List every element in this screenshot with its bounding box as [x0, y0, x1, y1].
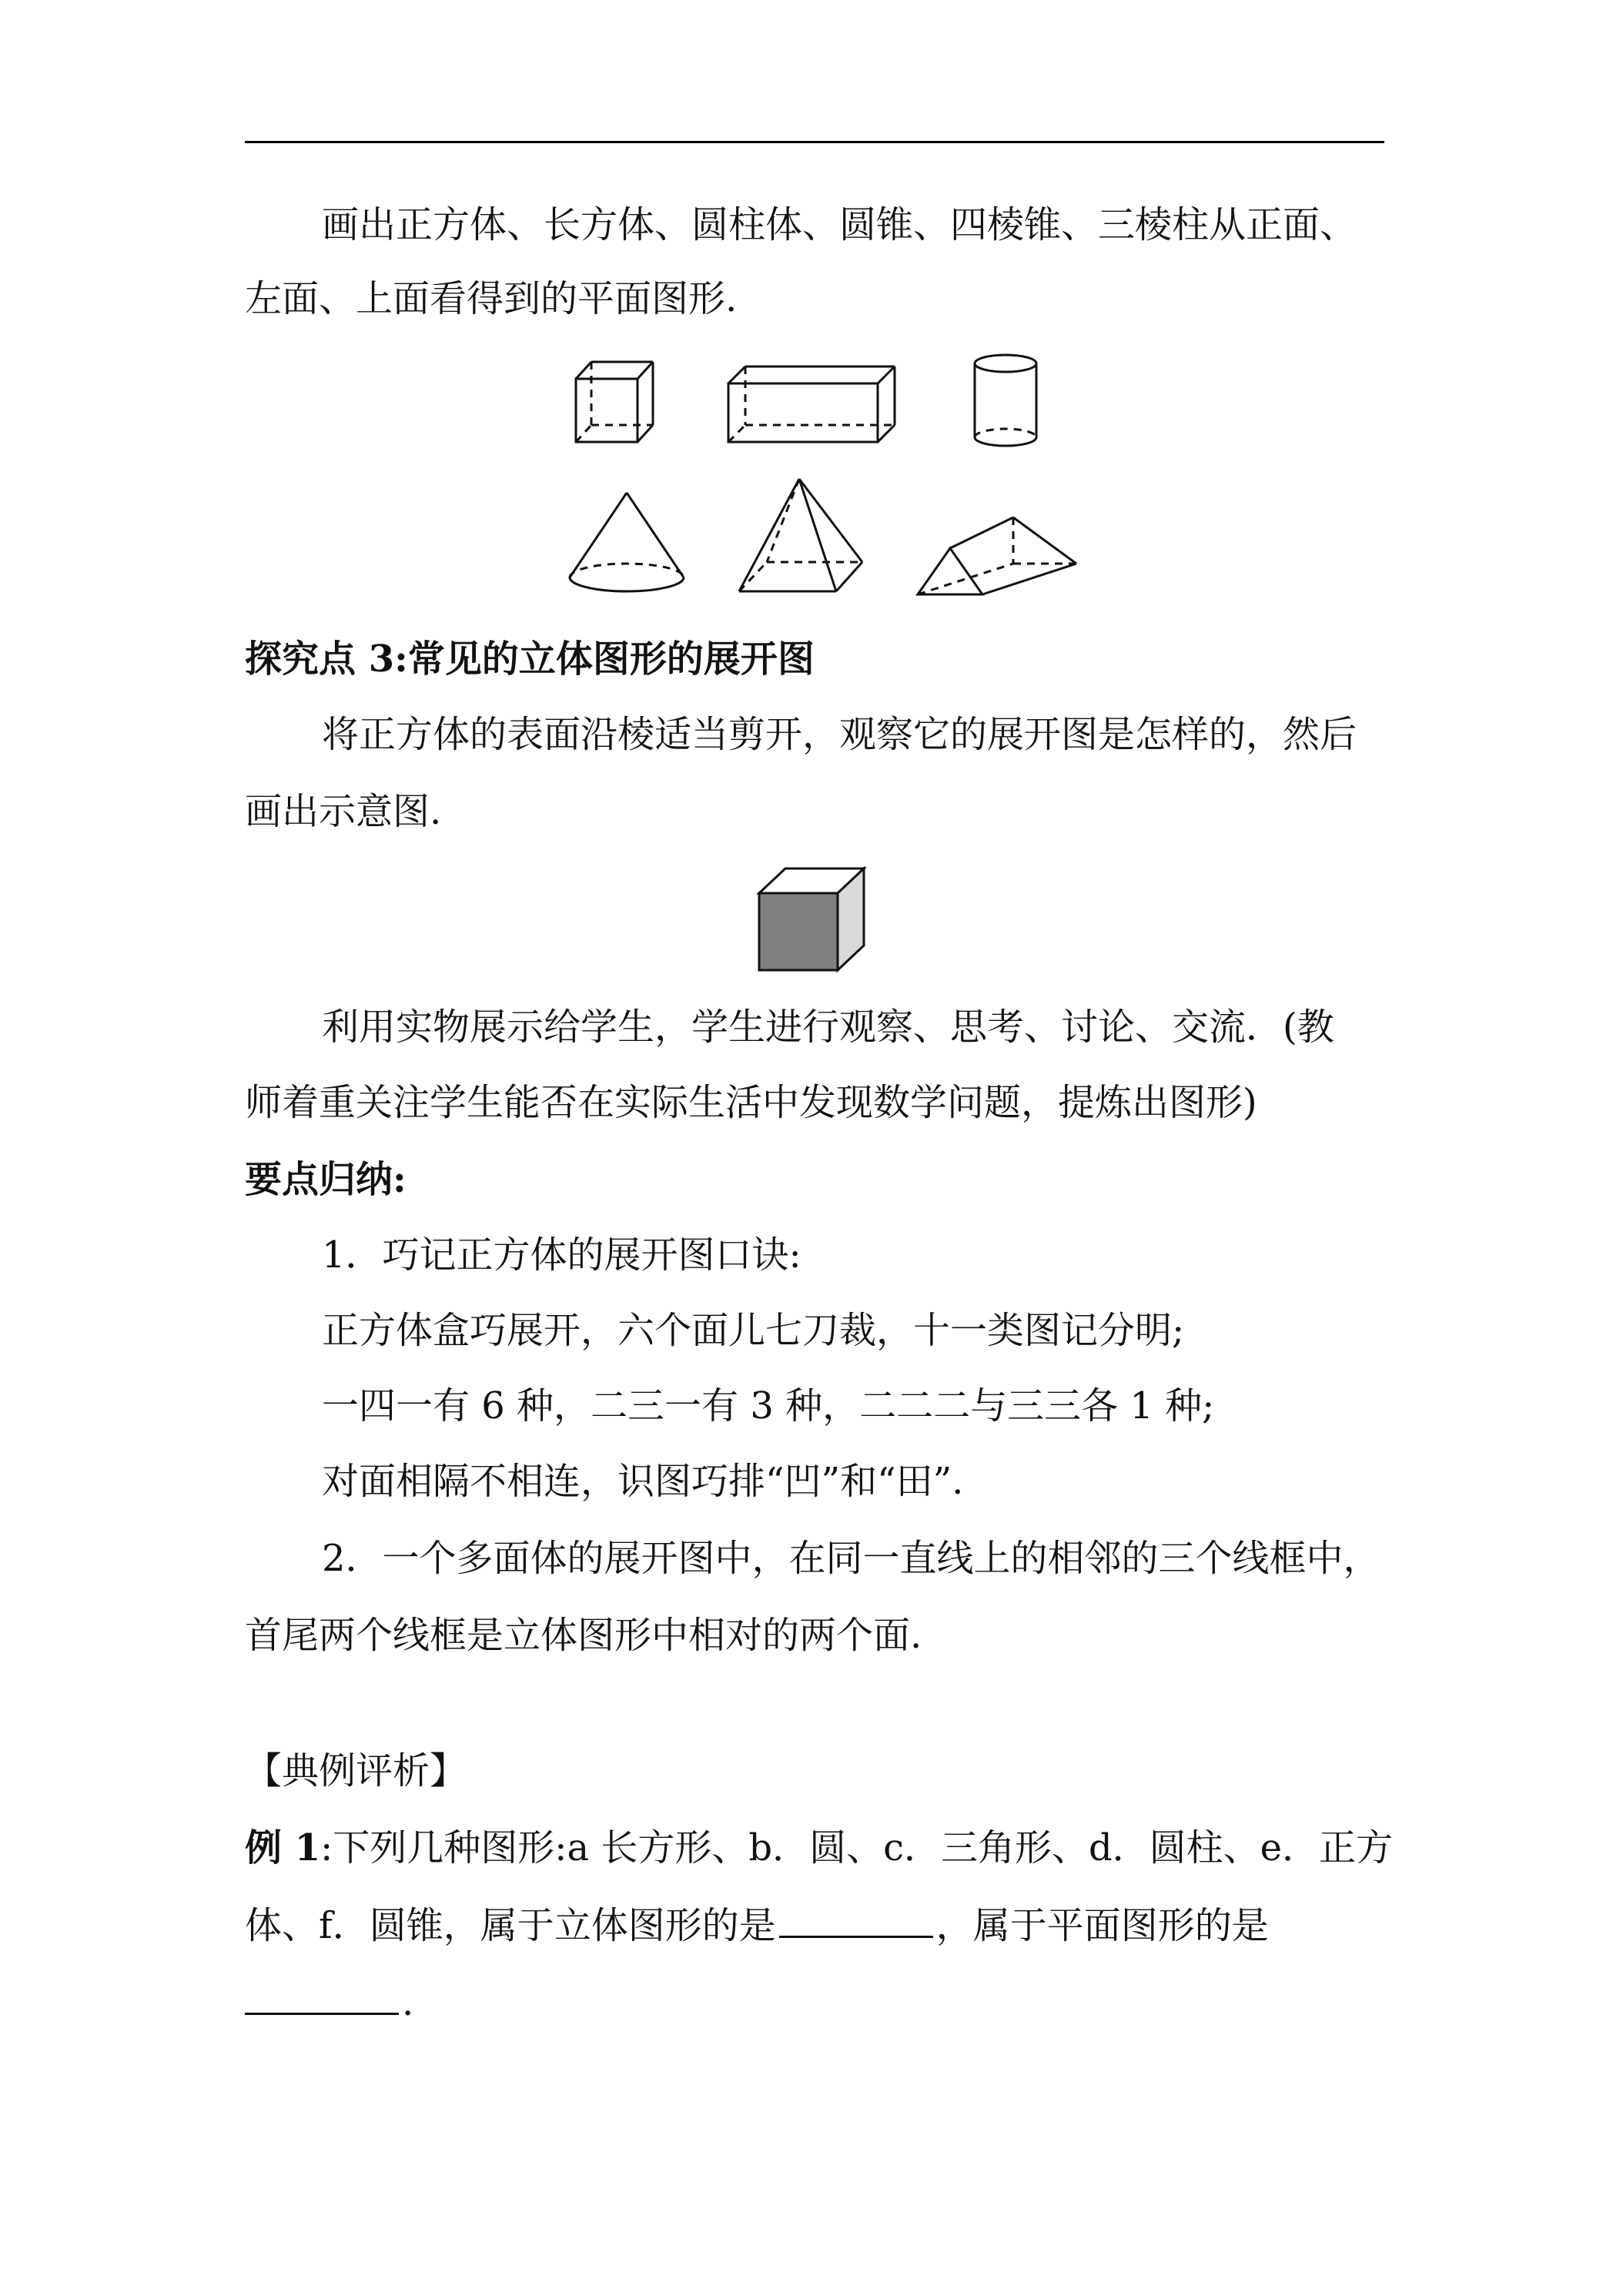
examples-heading: 【典例评析】 — [245, 1749, 467, 1792]
section-3-heading: 探究点 3:常见的立体图形的展开图 — [245, 638, 815, 681]
summary-verse-1: 正方体盒巧展开，六个面儿七刀裁，十一类图记分明; — [322, 1309, 1185, 1352]
intro-line-1: 画出正方体、长方体、圆柱体、圆锥、四棱锥、三棱柱从正面、 — [322, 203, 1357, 246]
section-3-para-line-1: 将正方体的表面沿棱适当剪开，观察它的展开图是怎样的，然后 — [322, 713, 1357, 756]
example-1-end: . — [402, 1981, 414, 2024]
example-1-line-1 — [245, 1825, 1393, 1871]
summary-item-2-line-2: 首尾两个线框是立体图形中相对的两个面. — [245, 1614, 922, 1657]
example-1-label: 例 1 — [245, 1826, 321, 1869]
section-3-para-line-2: 画出示意图. — [245, 790, 442, 833]
example-1-text-b: ，属于平面图形的是 — [935, 1904, 1269, 1947]
example-1-text: :下列几种图形:a 长方形、b．圆、c．三角形、d．圆柱、e．正方 — [320, 1826, 1394, 1869]
summary-verse-2: 一四一有 6 种，二三一有 3 种，二二二与三三各 1 种; — [322, 1384, 1215, 1427]
header-rule — [245, 141, 1384, 143]
activity-line-2: 师着重关注学生能否在实际生活中发现数学问题，提炼出图形) — [245, 1081, 1257, 1124]
cube-figure — [570, 356, 662, 448]
summary-heading: 要点归纳: — [245, 1158, 407, 1201]
cylinder-figure — [967, 351, 1044, 451]
example-1-line-3 — [245, 1979, 413, 2026]
intro-line-2: 左面、上面看得到的平面图形. — [245, 277, 738, 320]
triangular-prism-figure — [913, 511, 1083, 601]
cone-figure — [565, 490, 688, 597]
pyramid-figure — [736, 476, 867, 599]
summary-item-1: 1．巧记正方体的展开图口诀: — [322, 1233, 801, 1277]
summary-verse-3: 对面相隔不相连，识图巧排“凹”和“田”. — [322, 1460, 964, 1503]
cuboid-figure — [724, 362, 901, 447]
shaded-cube-figure — [755, 865, 885, 976]
example-1-line-2 — [245, 1902, 1269, 1949]
summary-item-2-line-1: 2．一个多面体的展开图中，在同一直线上的相邻的三个线框中， — [322, 1537, 1380, 1580]
answer-blank-solid[interactable] — [779, 1902, 933, 1938]
example-1-text-a: 体、f．圆锥，属于立体图形的是 — [245, 1904, 776, 1947]
activity-line-1: 利用实物展示给学生，学生进行观察、思考、讨论、交流．(教 — [322, 1006, 1334, 1049]
answer-blank-plane[interactable] — [245, 1979, 399, 2015]
